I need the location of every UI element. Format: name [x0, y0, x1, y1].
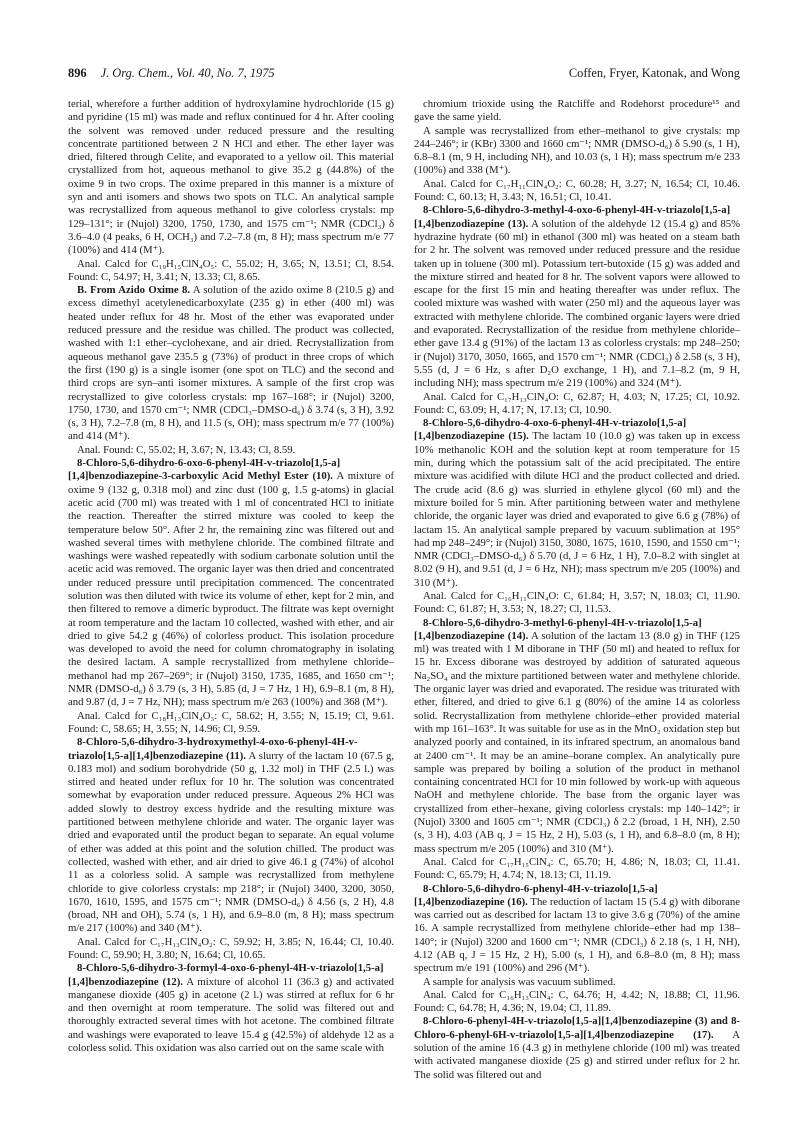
paragraph-text: A solution of the azido oxime 8 (210.5 g) and excess dimethyl acetylenedicarboxylate (235 g) in ether (400 ml) was heated under reflux for 48 hr. Most of the ether was evaporated under reduced pressure and the residue was chilled. The product was collected, washed with 1:1 ether–cyclohexane, and air dried. Recrystallization from aqueous methanol gave 235.5 g (73%) of product in three crops of which the first (190 g) is a single isomer (one spot on TLC) and the second and third crops are syn–anti isomer mixtures. A sample of the first crop was recrystallized to give colorless crystals: mp 167–168°; ir (Nujol) 3200, 1750, 1730, and 1570 cm⁻¹; NMR (CDCl₃–DMSO-d₆) δ 3.74 (s, 3 H), 3.92 (s, 3 H), 7.2–7.8 (m, 8 H), and 11.5 (s, OH); mass spectrum m/e 77 (100%) and 414 (M⁺). [68, 284, 394, 443]
paragraph-text: Anal. Calcd for C₁₆H₁₃ClN₄: C, 64.76; H, 4.42; N, 18.88; Cl, 11.96. Found: C, 64.78; H, 4.36; N, 19.04; Cl, 11.89. [414, 988, 740, 1015]
paragraph [68, 98, 394, 258]
paragraph [414, 856, 740, 883]
paragraph-text: A solution of the lactam 13 (8.0 g) in THF (125 ml) was treated with 1 M diborane in THF (50 ml) and heated to reflux for 15 hr. Excess diborane was destroyed by addition of saturated aqueous Na₂SO₄ and the mixture partitioned between water and methylene chloride. The organic layer was dried and evaporated. The residue was triturated with ether, filtered, and dried to give 6.1 g (80%) of the amine 14 as colorless solid. Recrystallization from methylene chloride–ether provided material with mp 161–163°. It was suitable for use as in the MnO₂ oxidation step but analyzed poorly and contained, in its infrared spectrum, an anomalous band at 2400 cm⁻¹. It may be an amine–borane complex. An analytically pure sample was prepared by boiling a solution of the product in methanol containing concentrated HCl for 10 min followed by work-up with aqueous NaOH and methylene chloride. The base from the organic layer was crystallized from ether–hexane, giving colorless crystals: mp 140–142°; ir (Nujol) 3300 and 1605 cm⁻¹; NMR (CDCl₃) δ 2.2 (broad, 1 H, NH), 2.50 (s, 3 H), 4.03 (AB q, J = 15 Hz, 2 H), 5.03 (s, 1 H), and 6.8–8.0 (m, 8 H); mass spectrum m/e 205 (100%) and 310 (M⁺). [414, 629, 740, 855]
paragraph [68, 444, 394, 457]
paragraph-text: Anal. Calcd for C₁₈H₁₃ClN₄O₃: C, 58.62; H, 3.55; N, 15.19; Cl, 9.61. Found: C, 58.65; H, 3.55; N, 14.96; Cl, 9.59. [68, 709, 394, 735]
compound-heading: 8-Chloro-5,6-dihydro-3-methyl-4-oxo-6-phenyl-4H-v-triazolo[1,5-a][1,4]benzodiazepine (13). [414, 204, 731, 230]
paragraph-text: A mixture of oxime 9 (132 g, 0.318 mol) and zinc dust (100 g, 1.5 g-atoms) in glacial acetic acid (700 ml) was treated with 1 ml of concentrated HCl to initiate the reaction. Thereafter the stirred mixture was cooled to keep the temperature below 50°. After 2 hr, the remaining zinc was filtered out and washed several times with methylene chloride. The combined filtrate and washings were washed repeatedly with sodium carbonate solution until the acetic acid was removed. The organic layer was then dried and concentrated under reduced pressure until precipitation commenced. The concentrated solution was then diluted with twice its volume of ether, kept for 2 min, and then filtered to remove a dimeric byproduct. The filtrate was kept overnight at room temperature and the lactam 10 collected, washed with ether, and air dried to give 54.2 g (46%) of colorless product. This isolation procedure was developed to avoid the need for column chromatography in isolating the desired lactam. A sample recrystallized from methylene chloride–methanol had mp 267–269°; ir (Nujol) 3150, 1735, 1685, and 1650 cm⁻¹; NMR (DMSO-d₆) δ 3.79 (s, 3 H), 5.85 (d, J = 7 Hz, 1 H), 6.9–8.1 (m, 8 H), and 9.87 (d, J = 7 Hz, NH); mass spectrum m/e 263 (100%) and 368 (M⁺). [68, 470, 395, 709]
paragraph-text: A sample for analysis was vacuum sublimed. [423, 975, 616, 988]
paragraph-text: Anal. Calcd for C₁₇H₁₁ClN₄O₂: C, 60.28; H, 3.27; N, 16.54; Cl, 10.46. Found: C, 60.13; H, 3.43; N, 16.51; Cl, 10.41. [414, 177, 740, 204]
header-left [68, 66, 275, 81]
paragraph [414, 1015, 740, 1081]
paragraph-text: Anal. Calcd for C₁₇H₁₃ClN₄O: C, 62.87; H, 4.03; N, 17.25; Cl, 10.92. Found: C, 63.09; H, 4.17; N, 17.13; Cl, 10.90. [414, 390, 740, 416]
paragraph [414, 883, 740, 976]
paragraph [68, 258, 394, 285]
compound-heading: 8-Chloro-5,6-dihydro-3-formyl-4-oxo-6-phenyl-4H-v-triazolo[1,5-a][1,4]benzodiazepine (12). [68, 962, 384, 988]
paragraph-text: Anal. Calcd for C₁₉H₁₅ClN₄O₅: C, 55.02; H, 3.65; N, 13.51; Cl, 8.54. Found: C, 54.97; H, 3.41; N, 13.33; Cl, 8.65. [68, 257, 394, 283]
compound-heading: 8-Chloro-5,6-dihydro-3-hydroxymethyl-4-oxo-6-phenyl-4H-v-triazolo[1,5-a][1,4]benzodiazepine (11). [68, 736, 358, 762]
paragraph [68, 736, 394, 935]
paragraph-text: A sample was recrystallized from ether–methanol to give crystals: mp 244–246°; ir (KBr) 3300 and 1660 cm⁻¹; NMR (DMSO-d₆) δ 5.90 (s, 1 H), 6.8–8.1 (m, 9 H, including NH), and 10.03 (s, 1 H); mass spectrum m/e 233 (100%) and 338 (M⁺). [414, 124, 740, 177]
paragraph [414, 976, 740, 989]
paragraph [414, 178, 740, 205]
paragraph-text: The reduction of lactam 15 (5.4 g) with diborane was carried out as described for lactam 13 to give 3.6 g (70%) of the amine 16. A sample recrystallized from methylene chloride–ether had mp 138–140°; ir (Nujol) 3200 and 1600 cm⁻¹; NMR (CDCl₃) δ 2.18 (s, 1 H, NH), 4.12 (AB q, J = 15 Hz, 2 H), 5.00 (s, 1 H), and 6.8–8.0 (m, 8 H); mass spectrum m/e 191 (100%) and 296 (M⁺). [414, 895, 740, 975]
paragraph [68, 284, 394, 444]
paragraph-text: terial, wherefore a further addition of hydroxylamine hydrochloride (15 g) and pyridine (15 ml) was made and reflux continued for 4 hr. After cooling the solvent was removed under reduced pressure and the resulting concentrate partitioned between 2 N HCl and ether. The ether layer was dried, filtered through Celite, and evaporated to a yellow oil. This material crystallized from hot, aqueous methanol to give 35.2 g (44.8%) of the oxime 9 in two crops. The oxime prepared in this manner is a mixture of syn and anti isomers and shows two spots on TLC. An analytical sample was recrystallized from aqueous methanol to give colorless crystals: mp 129–131°; ir (Nujol) 3200, 1750, 1730, and 1575 cm⁻¹; NMR (CDCl₃) δ 3.6–4.0 (4 peaks, 6 H, OCH₃) and 7.2–7.8 (m, 8 H); mass spectrum m/e 77 (100%) and 414 (M⁺). [68, 98, 394, 257]
paragraph [68, 962, 394, 1055]
page-number: 896 [68, 66, 87, 80]
paragraph-text: A mixture of alcohol 11 (36.3 g) and activated manganese dioxide (405 g) in acetone (2 l.) was stirred at reflux for 6 hr and then overnight at room temperature. The solid was filtered out and thoroughly extracted several times with hot acetone. The combined filtrate and washings were evaporated to leave 15.4 g (42.5%) of aldehyde 12 as a colorless solid. This oxidation was also carried out on the same scale with [68, 975, 395, 1055]
paragraph [414, 617, 740, 856]
paragraph [68, 936, 394, 963]
paragraph-text: A slurry of the lactam 10 (67.5 g, 0.183 mol) and sodium borohydride (50 g, 1.32 mol) in THF (2.5 l.) was stirred and heated under reflux for 10 hr. The solution was concentrated somewhat by evaporation under reduced pressure. Aqueous 2% HCl was added slowly to destroy excess hydride and the resulting mixture was partitioned between methylene chloride and water. The organic layer was dried and evaporated until the product began to separate. An equal volume of ether was added at this point and the solution chilled. The product was collected, washed with ether, and air dried to give 46.1 g (74%) of alcohol 11 as a colorless solid. A sample was recrystallized from methylene chloride to give colorless crystals: mp 218°; ir (Nujol) 3400, 3200, 3050, 1670, 1610, 1595, and 1575 cm⁻¹; NMR (DMSO-d₆) δ 4.56 (s, 2 H), 4.8 (broad, NH and OH), 5.74 (s, 1 H), and 6.9–8.0 (m, 8 H); mass spectrum m/e 217 (100%) and 340 (M⁺). [68, 749, 394, 935]
paragraph [414, 391, 740, 418]
left-column [68, 98, 394, 1108]
paragraph [414, 417, 740, 590]
compound-heading: B. From Azido Oxime 8. [77, 284, 191, 297]
paragraph [414, 590, 740, 617]
paragraph-text: A solution of the amine 16 (4.3 g) in methylene chloride (100 ml) was treated with activated manganese dioxide (25 g) and stirred under reflux for 2 hr. The solid was filtered out and [414, 1028, 740, 1081]
paragraph [414, 98, 740, 125]
right-column [414, 98, 740, 1108]
page-header [68, 66, 740, 81]
body-columns [68, 98, 740, 1108]
compound-heading: 8-Chloro-6-phenyl-4H-v-triazolo[1,5-a][1,4]benzodiazepine (3) and 8-Chloro-6-phenyl-6H-v-triazolo[1,5-a][1,4]benzodiazepine (17). [414, 1015, 740, 1041]
compound-heading: 8-Chloro-5,6-dihydro-3-methyl-6-phenyl-4H-v-triazolo[1,5-a][1,4]benzodiazepine (14). [414, 616, 702, 642]
paragraph-text: Anal. Calcd for C₁₇H₁₃ClN₄O₂: C, 59.92; H, 3.85; N, 16.44; Cl, 10.40. Found: C, 59.90; H, 3.80; N, 16.64; Cl, 10.65. [68, 935, 394, 961]
compound-heading: 8-Chloro-5,6-dihydro-6-phenyl-4H-v-triazolo[1,5-a][1,4]benzodiazepine (16). [414, 882, 658, 908]
journal-citation: J. Org. Chem., Vol. 40, No. 7, 1975 [100, 66, 275, 80]
paragraph [414, 989, 740, 1016]
author-list: Coffen, Fryer, Katonak, and Wong [568, 66, 740, 80]
paragraph-text: Anal. Calcd for C₁₆H₁₁ClN₄O: C, 61.84; H, 3.57; N, 18.03; Cl, 11.90. Found: C, 61.87; H, 3.53; N, 18.27; Cl, 11.53. [414, 589, 740, 616]
paragraph-text: Anal. Found: C, 55.02; H, 3.67; N, 13.43; Cl, 8.59. [77, 443, 296, 456]
paragraph [68, 457, 394, 710]
paragraph [68, 710, 394, 737]
compound-heading: 8-Chloro-5,6-dihydro-4-oxo-6-phenyl-4H-v-triazolo[1,5-a][1,4]benzodiazepine (15). [414, 417, 687, 443]
paragraph [414, 204, 740, 390]
paragraph-text: chromium trioxide using the Ratcliffe and Rodehorst procedure¹⁵ and gave the same yield. [414, 98, 740, 124]
compound-heading: 8-Chloro-5,6-dihydro-6-oxo-6-phenyl-4H-v-triazolo[1,5-a][1,4]benzodiazepine-3-carboxylic Acid Methyl Ester (10). [68, 457, 341, 483]
paragraph-text: The lactam 10 (10.0 g) was taken up in excess 10% methanolic KOH and the solution kept at room temperature for 15 min, during which the potassium salt of the acid precipitated. The entire mixture was acidified with dilute HCl and the product collected and dried. The crude acid (8.6 g) was slurried in ethylene glycol (60 ml) and the mixture boiled for 5 min. After partitioning between water and methylene chloride, the organic layer was dried and evaporated to give 6.6 g (78%) of lactam 15. An analytical sample prepared by vacuum sublimation at 195° had mp 248–249°; ir (Nujol) 3150, 3080, 1675, 1610, 1590, and 1550 cm⁻¹; NMR (CDCl₃–DMSO-d₆) δ 5.70 (d, J = 6 Hz, 1 H), 7.0–8.2 with singlet at 8.02 (9 H), and 9.51 (d, J = 6 Hz, NH); mass spectrum m/e 205 (100%) and 310 (M⁺). [414, 430, 740, 589]
paragraph-text: Anal. Calcd for C₁₇H₁₅ClN₄: C, 65.70; H, 4.86; N, 18.03; Cl, 11.41. Found: C, 65.79; H, 4.74; N, 18.13; Cl, 11.19. [414, 855, 740, 882]
paragraph-text: A solution of the aldehyde 12 (15.4 g) and 85% hydrazine hydrate (60 ml) in ethanol (300 ml) was heated on a steam bath for 2 hr. The solvent was removed under reduced pressure and the residue taken up in toluene (300 ml). Potassium tert-butoxide (15 g) was added and the mixture stirred and heated for 8 hr. The solvent vapors were allowed to escape for the first 15 min and heating thereafter was under reflux. The cooled mixture was washed with water (250 ml) and the aqueous layer was extracted with methylene chloride. The combined organic layers were dried and evaporated. Recrystallization of the residue from methylene chloride–ether gave 13.4 g (91%) of the lactam 13 as colorless crystals: mp 248–250; ir (Nujol) 3170, 3050, 1665, and 1570 cm⁻¹; NMR (CDCl₃) δ 2.58 (s, 3 H), 5.55 (d, J = 6 Hz, s after D₂O exchange, 1 H), and 7.1–8.2 (m, 9 H, including NH); mass spectrum m/e 219 (100%) and 324 (M⁺). [414, 217, 740, 390]
paragraph [414, 125, 740, 178]
